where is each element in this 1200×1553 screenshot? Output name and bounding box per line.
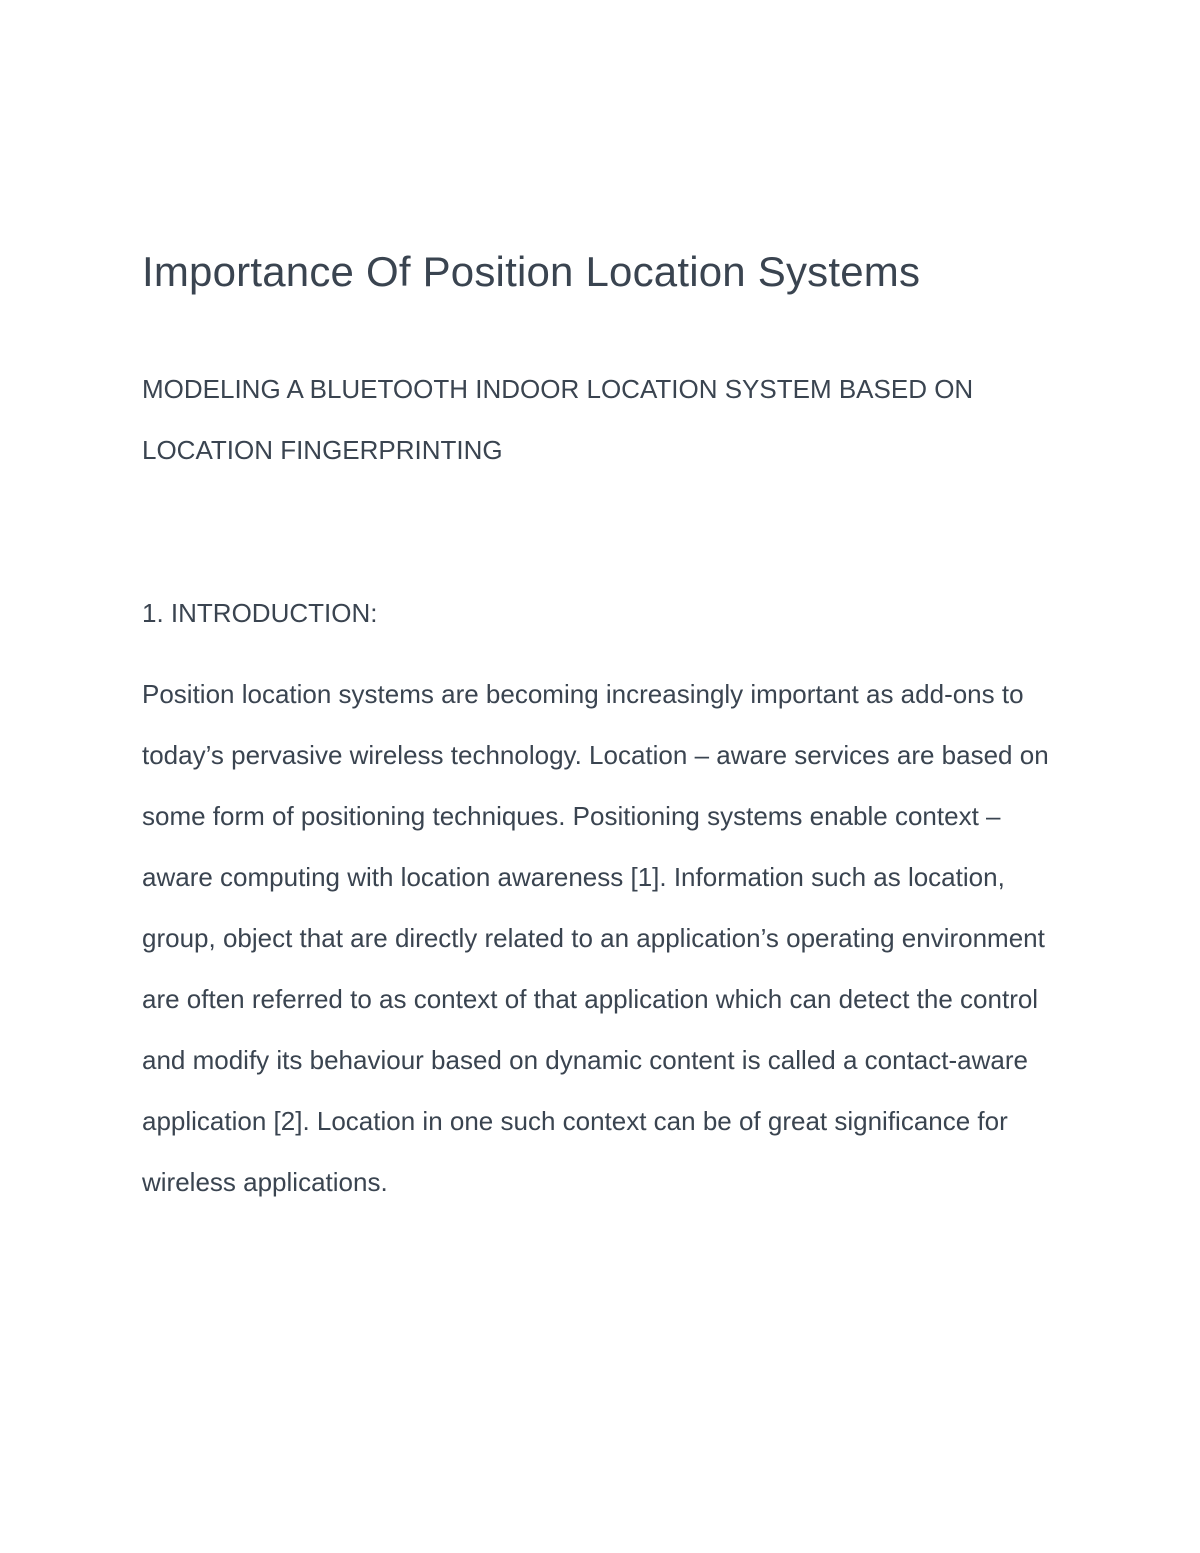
- introduction-paragraph: Position location systems are becoming increasingly important as add-ons to today’s pervasive wireless technology. Location – aware services are based on some form of positioning techniques. Positioning systems enable context – aware computing with location awareness [1]. Information such as location, group, object that are directly related to an application’s operating environment are often referred to as context of that application which can detect the control and modify its behaviour based on dynamic content is called a contact-aware application [2]. Location in one such context can be of great significance for wireless applications.: [142, 679, 1049, 1197]
- document-subtitle: MODELING A BLUETOOTH INDOOR LOCATION SYSTEM BASED ON LOCATION FINGERPRINTING: [142, 374, 974, 465]
- document-content: [142, 243, 1062, 1213]
- document-title: Importance Of Position Location Systems: [142, 248, 921, 295]
- section-heading: 1. INTRODUCTION:: [142, 598, 378, 628]
